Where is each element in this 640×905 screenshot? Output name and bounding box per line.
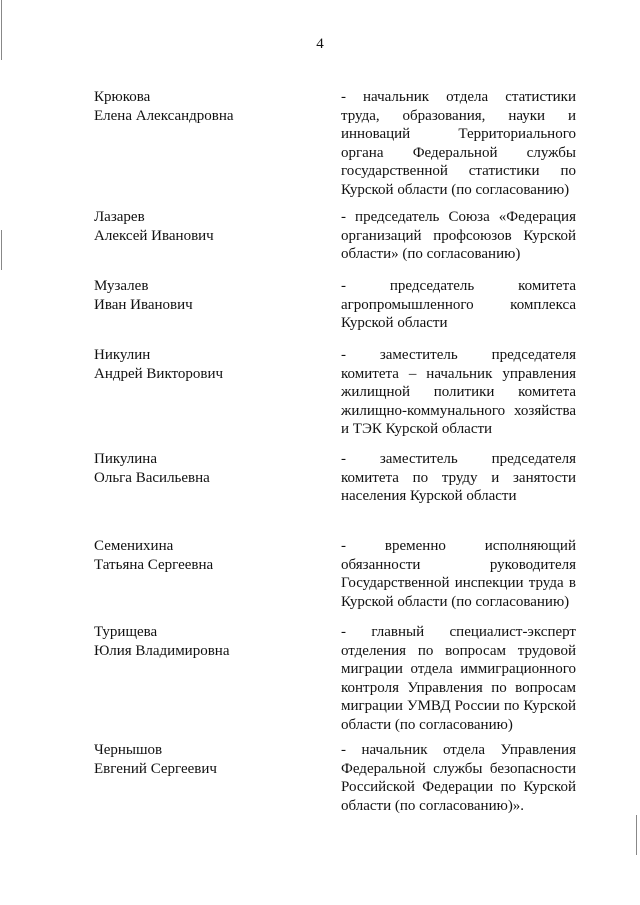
member-surname: Турищева <box>94 624 158 640</box>
member-surname: Чернышов <box>94 742 163 758</box>
member-given-names: Елена Александровна <box>94 107 234 124</box>
member-name <box>94 277 314 314</box>
member-surname: Музалев <box>94 278 149 294</box>
page-number: 4 <box>316 36 324 52</box>
scan-edge-mark <box>1 230 2 270</box>
member-role: - главный специалист-эксперт отделения по вопросам трудовой миграции отдела иммиграционного контроля Управления по вопросам миграции УМВД России по Курской области (по согласованию) <box>341 624 576 733</box>
member-name <box>94 741 314 778</box>
scan-edge-mark <box>1 0 2 60</box>
member-given-names: Алексей Иванович <box>94 227 214 244</box>
member-name <box>94 623 314 660</box>
member-name <box>94 346 314 383</box>
member-name <box>94 208 314 245</box>
member-given-names: Иван Иванович <box>94 296 193 313</box>
member-given-names: Ольга Васильевна <box>94 469 210 486</box>
member-name <box>94 450 314 487</box>
member-given-names: Андрей Викторович <box>94 365 224 382</box>
member-given-names: Юлия Владимировна <box>94 642 230 659</box>
member-role: - начальник отдела статистики труда, образования, науки и инноваций Территориального органа Федеральной службы государственной статистики по Курской области (по согласованию) <box>341 89 576 198</box>
member-role: - заместитель председателя комитета – начальник управления жилищной политики комитета жилищно-коммунального хозяйства и ТЭК Курской области <box>341 347 576 437</box>
member-name <box>94 537 314 574</box>
member-given-names: Евгений Сергеевич <box>94 760 217 777</box>
scan-edge-mark <box>636 815 637 855</box>
member-role: - председатель комитета агропромышленного комплекса Курской области <box>341 278 576 331</box>
member-surname: Семенихина <box>94 538 174 554</box>
member-name <box>94 88 314 125</box>
member-surname: Крюкова <box>94 89 151 105</box>
member-surname: Лазарев <box>94 209 145 225</box>
member-role: - временно исполняющий обязанности руководителя Государственной инспекции труда в Курской области (по согласованию) <box>341 538 576 610</box>
member-role: - начальник отдела Управления Федеральной службы безопасности Российской Федерации по Курской области (по согласованию)». <box>341 742 576 814</box>
member-surname: Пикулина <box>94 451 157 467</box>
member-role: - председатель Союза «Федерация организаций профсоюзов Курской области» (по согласованию) <box>341 209 576 262</box>
member-role: - заместитель председателя комитета по труду и занятости населения Курской области <box>341 451 576 504</box>
member-surname: Никулин <box>94 347 151 363</box>
member-given-names: Татьяна Сергеевна <box>94 556 214 573</box>
